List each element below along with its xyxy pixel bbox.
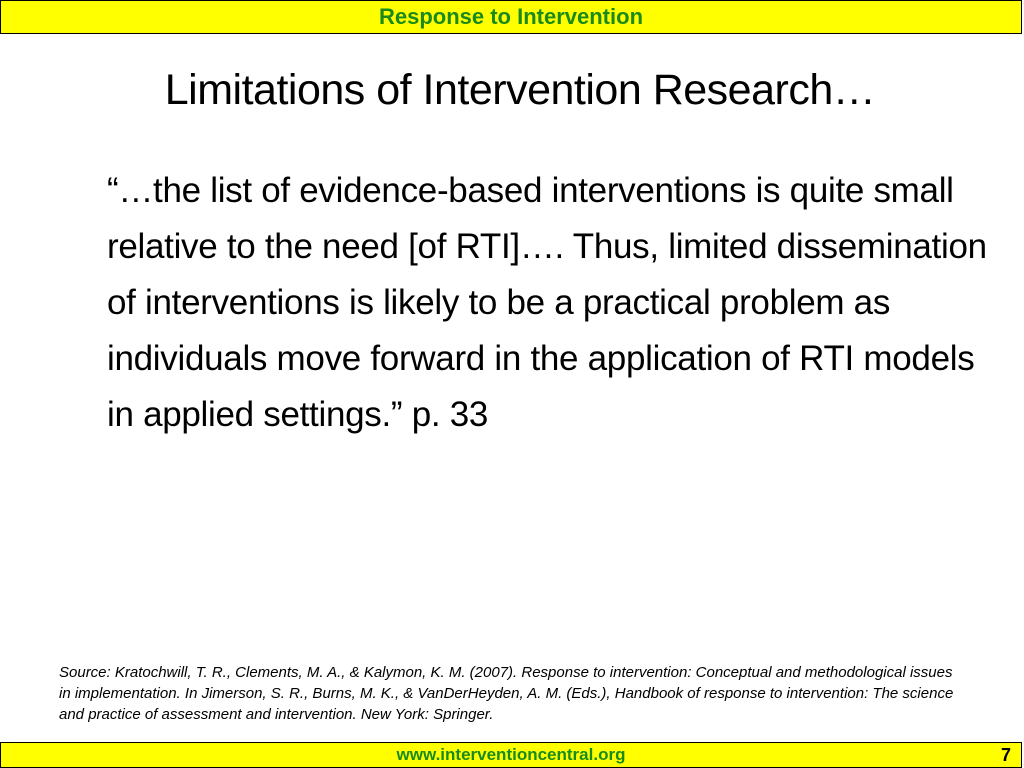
source-citation: Source: Kratochwill, T. R., Clements, M. A., & Kalymon, K. M. (2007). Response to intervention: Conceptual and methodological issues in implementation. In Jimerson, S. R., Burns, M. K., & VanDerHeyden, A. M. (Eds.), Handbook of response to intervention: The science and practice of assessment and intervention. New York: Springer. — [59, 664, 954, 723]
quote-text: “…the list of evidence-based interventions is quite small relative to the need [of RTI]…. Thus, limited dissemination of interventions is likely to be a practical problem as individuals move forward in the application of RTI models in applied settings.” p. 33 — [107, 171, 987, 434]
footer-url[interactable]: www.interventioncentral.org — [396, 745, 626, 764]
slide-title: Limitations of Intervention Research… — [164, 66, 876, 114]
page-number: 7 — [1000, 745, 1011, 765]
header-banner-text: Response to Intervention — [378, 4, 644, 29]
footer-banner — [0, 742, 1022, 768]
header-banner — [0, 0, 1022, 34]
